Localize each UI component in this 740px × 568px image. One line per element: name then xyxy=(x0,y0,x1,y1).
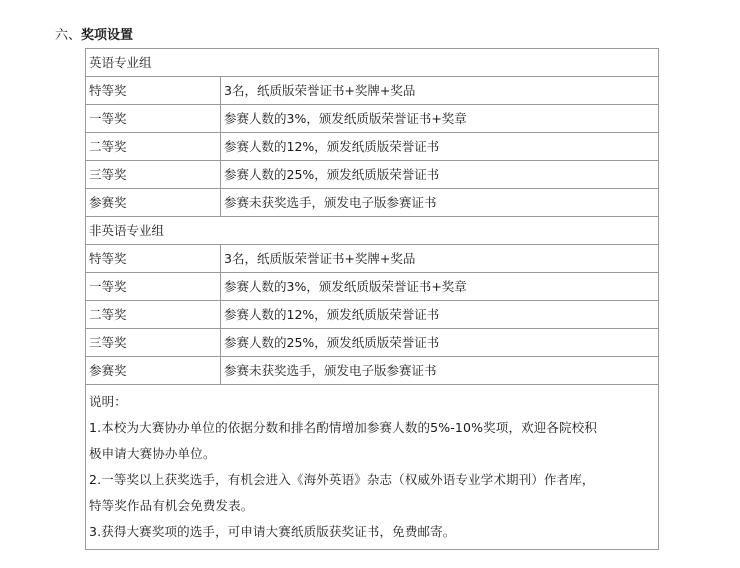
table-row xyxy=(86,161,659,189)
award-name: 三等奖 xyxy=(86,329,221,357)
table-row xyxy=(86,273,659,301)
award-name: 特等奖 xyxy=(86,77,221,105)
award-detail: 3名，纸质版荣誉证书+奖牌+奖品 xyxy=(221,77,659,105)
table-row xyxy=(86,329,659,357)
award-name: 二等奖 xyxy=(86,133,221,161)
award-detail: 参赛人数的12%，颁发纸质版荣誉证书 xyxy=(221,301,659,329)
table-row xyxy=(86,133,659,161)
table-row xyxy=(86,245,659,273)
note-line: 3.获得大赛奖项的选手，可申请大赛纸质版获奖证书，免费邮寄。 xyxy=(89,524,456,539)
award-name: 参赛奖 xyxy=(86,357,221,385)
award-detail: 参赛人数的12%，颁发纸质版荣誉证书 xyxy=(221,133,659,161)
awards-table xyxy=(85,48,659,550)
award-detail: 参赛人数的25%，颁发纸质版荣誉证书 xyxy=(221,161,659,189)
award-detail: 参赛人数的3%，颁发纸质版荣誉证书+奖章 xyxy=(221,105,659,133)
award-detail: 3名，纸质版荣誉证书+奖牌+奖品 xyxy=(221,245,659,273)
table-row xyxy=(86,357,659,385)
award-name: 一等奖 xyxy=(86,273,221,301)
group-header-row xyxy=(86,217,659,245)
table-row xyxy=(86,105,659,133)
section-heading xyxy=(55,27,133,45)
award-detail: 参赛人数的25%，颁发纸质版荣誉证书 xyxy=(221,329,659,357)
group-name: 非英语专业组 xyxy=(86,217,659,245)
table-row xyxy=(86,77,659,105)
note-line: 极申请大赛协办单位。 xyxy=(89,446,216,461)
section-number: 六、 xyxy=(55,28,82,43)
award-detail: 参赛未获奖选手，颁发电子版参赛证书 xyxy=(221,189,659,217)
note-line: 特等奖作品有机会免费发表。 xyxy=(89,498,254,513)
notes-label: 说明： xyxy=(89,394,127,409)
table-row xyxy=(86,301,659,329)
group-name: 英语专业组 xyxy=(86,49,659,77)
note-line: 1.本校为大赛协办单位的依据分数和排名酌情增加参赛人数的5%-10%奖项，欢迎各院校积 xyxy=(89,420,598,435)
award-name: 三等奖 xyxy=(86,161,221,189)
note-line: 2.一等奖以上获奖选手，有机会进入《海外英语》杂志（权威外语专业学术期刊）作者库， xyxy=(89,472,595,487)
section-title: 奖项设置 xyxy=(81,28,134,43)
group-header-row xyxy=(86,49,659,77)
award-name: 特等奖 xyxy=(86,245,221,273)
award-name: 参赛奖 xyxy=(86,189,221,217)
award-name: 一等奖 xyxy=(86,105,221,133)
award-detail: 参赛未获奖选手，颁发电子版参赛证书 xyxy=(221,357,659,385)
award-name: 二等奖 xyxy=(86,301,221,329)
table-row xyxy=(86,189,659,217)
award-detail: 参赛人数的3%，颁发纸质版荣誉证书+奖章 xyxy=(221,273,659,301)
notes-row xyxy=(86,385,659,550)
notes-cell xyxy=(86,385,659,550)
